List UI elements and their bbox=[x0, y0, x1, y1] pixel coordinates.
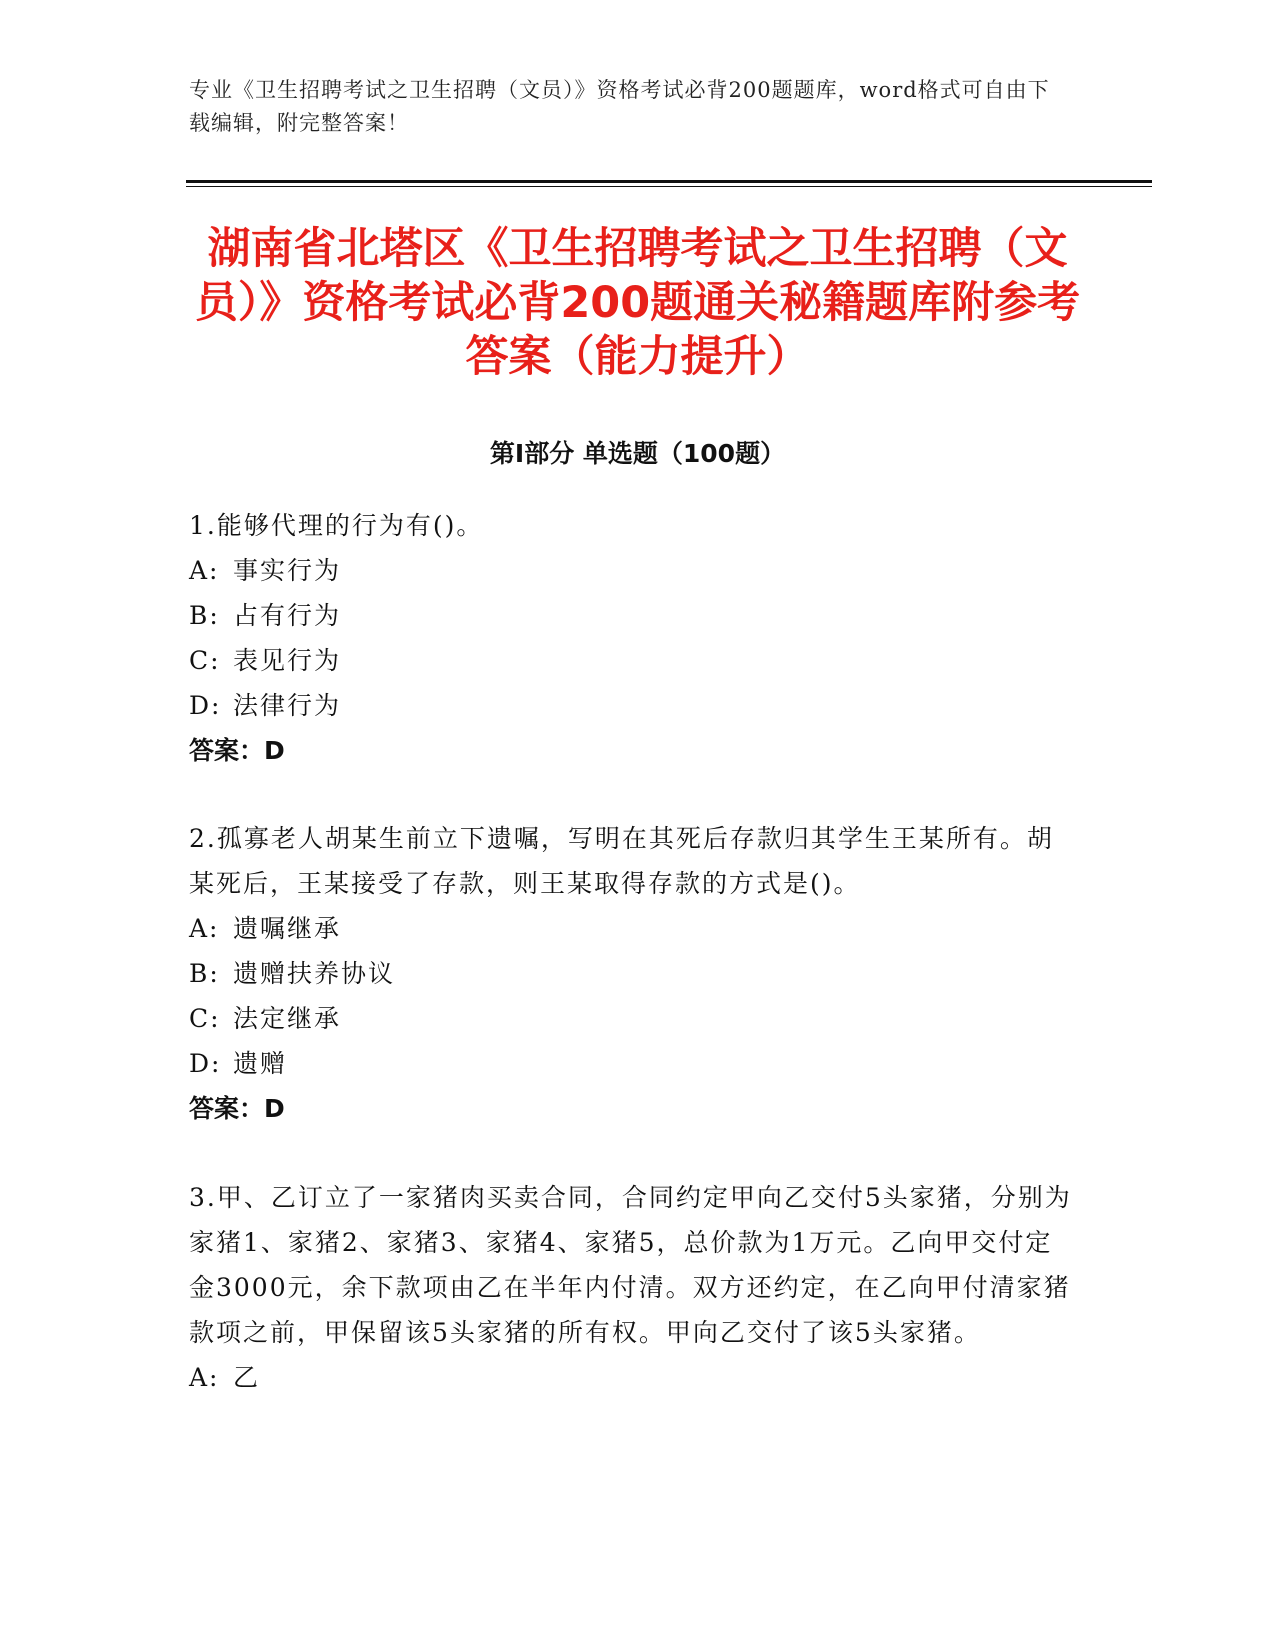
option-letter: C: bbox=[189, 1004, 221, 1033]
option-text: 遗赠扶养协议 bbox=[233, 959, 396, 988]
option-letter: C: bbox=[189, 646, 221, 675]
header-note: 专业《卫生招聘考试之卫生招聘（文员）》资格考试必背200题题库，word格式可自由下载编辑，附完整答案！ bbox=[189, 78, 1050, 135]
option-text: 遗嘱继承 bbox=[233, 914, 342, 943]
option-text: 表见行为 bbox=[233, 646, 342, 675]
header-divider-thin bbox=[186, 186, 1152, 187]
option-text: 法律行为 bbox=[233, 691, 342, 720]
option-a bbox=[189, 906, 1079, 951]
option-letter: B: bbox=[189, 959, 220, 988]
option-text: 乙 bbox=[233, 1363, 261, 1392]
question-1 bbox=[189, 503, 1079, 773]
option-letter: A: bbox=[189, 556, 220, 585]
option-d bbox=[189, 1041, 1079, 1086]
option-c bbox=[189, 996, 1079, 1041]
answer-line: 答案：D bbox=[189, 1094, 285, 1123]
question-stem: 3.甲、乙订立了一家猪肉买卖合同，合同约定甲向乙交付5头家猪，分别为家猪1、家猪2、家猪3、家猪4、家猪5，总价款为1万元。乙向甲交付定金3000元，余下款项由乙在半年内付清。双方还约定，在乙向甲付清家猪款项之前，甲保留该5头家猪的所有权。甲向乙交付了该5头家猪。 bbox=[189, 1183, 1072, 1347]
option-text: 遗赠 bbox=[233, 1049, 288, 1078]
option-c bbox=[189, 638, 1079, 683]
option-b bbox=[189, 593, 1079, 638]
option-text: 法定继承 bbox=[233, 1004, 342, 1033]
question-3 bbox=[189, 1175, 1079, 1400]
option-text: 事实行为 bbox=[233, 556, 342, 585]
question-stem: 1.能够代理的行为有()。 bbox=[189, 511, 484, 540]
option-letter: A: bbox=[189, 914, 220, 943]
question-stem: 2.孤寡老人胡某生前立下遗嘱，写明在其死后存款归其学生王某所有。胡某死后，王某接受了存款，则王某取得存款的方式是()。 bbox=[189, 824, 1054, 898]
option-letter: D: bbox=[189, 1049, 222, 1078]
option-a bbox=[189, 548, 1079, 593]
answer-line: 答案：D bbox=[189, 736, 285, 765]
option-b bbox=[189, 951, 1079, 996]
option-letter: D: bbox=[189, 691, 222, 720]
header-divider-thick bbox=[186, 180, 1152, 183]
option-letter: A: bbox=[189, 1363, 220, 1392]
question-2 bbox=[189, 816, 1079, 1131]
document-title: 湖南省北塔区《卫生招聘考试之卫生招聘（文员）》资格考试必背200题通关秘籍题库附参考答案（能力提升） bbox=[194, 224, 1081, 382]
option-a bbox=[189, 1355, 1079, 1400]
option-letter: B: bbox=[189, 601, 220, 630]
section-heading: 第I部分 单选题（100题） bbox=[489, 439, 786, 468]
option-text: 占有行为 bbox=[233, 601, 342, 630]
option-d bbox=[189, 683, 1079, 728]
